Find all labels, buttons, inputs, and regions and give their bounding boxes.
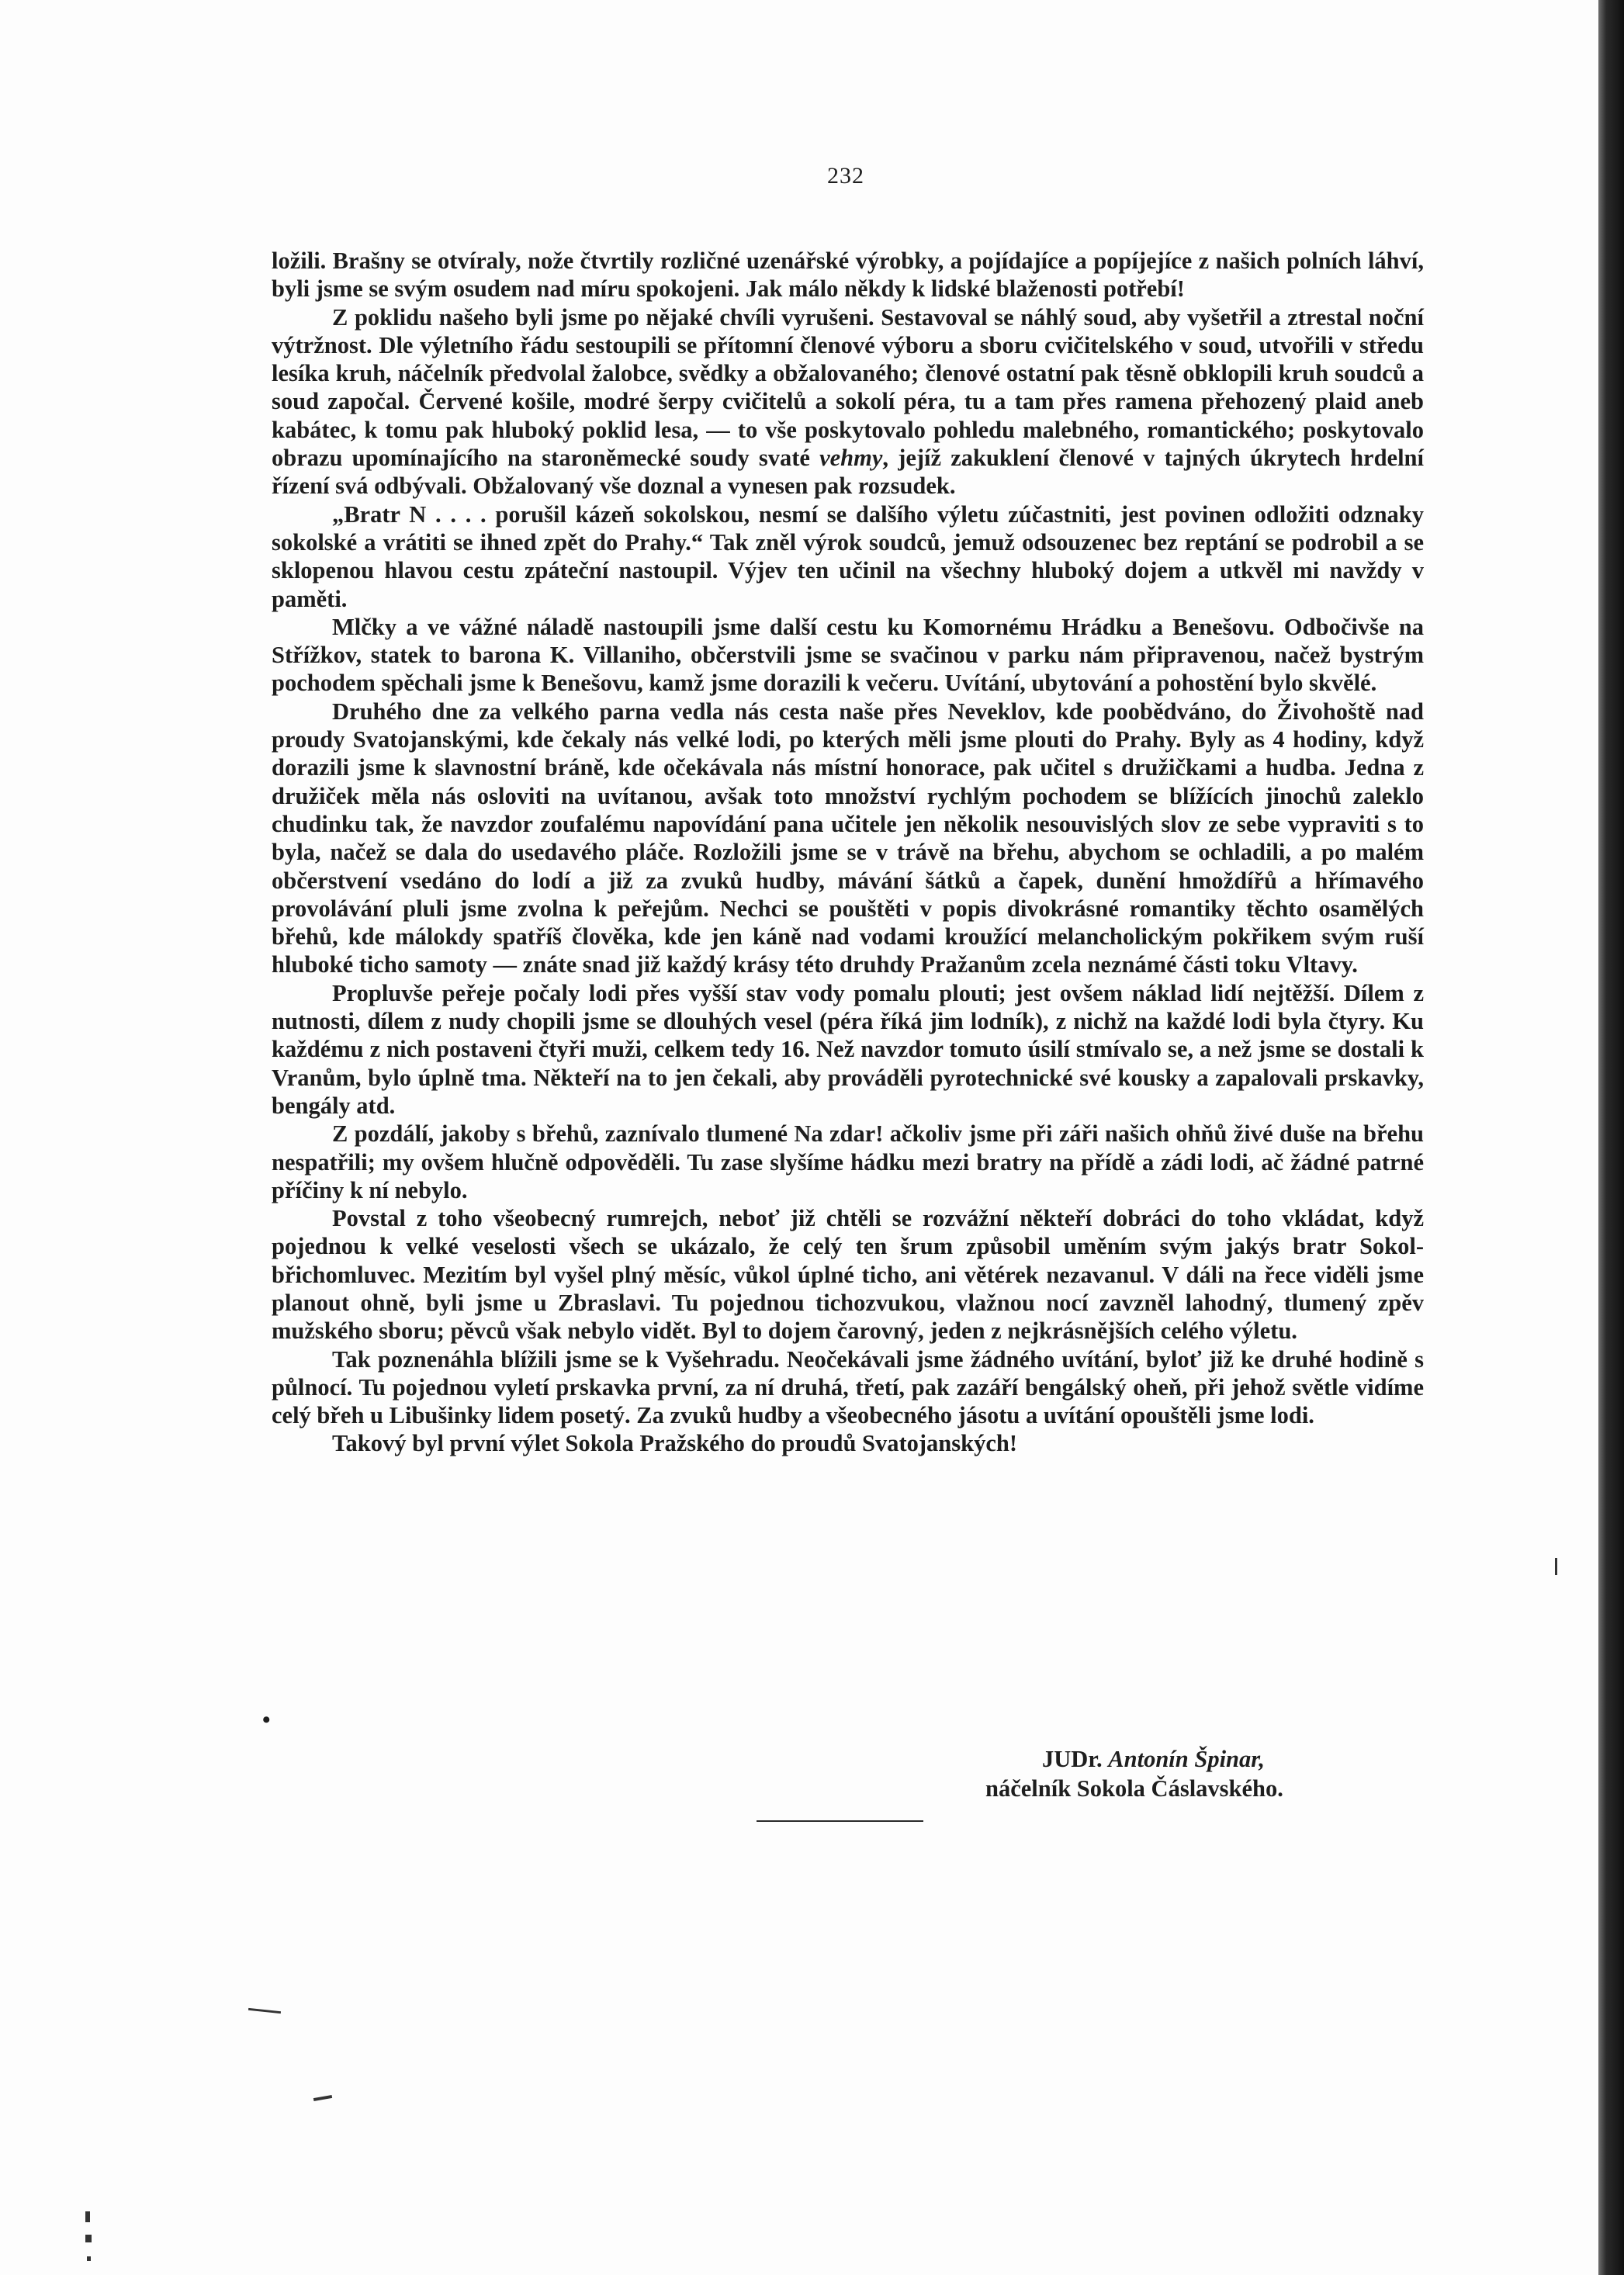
scan-border bbox=[1598, 0, 1624, 2275]
signature-name: Antonín Špinar, bbox=[1108, 1746, 1266, 1772]
signature-title: JUDr. bbox=[1042, 1746, 1103, 1772]
scan-speck bbox=[313, 2095, 332, 2101]
signature-author bbox=[931, 1744, 1397, 1774]
paragraph-2-end: , jejíž zakuklení členové v tajných úkrytech hrdelní řízení svá odbývali. Obžalovaný vše doznal a vynesen pak rozsudek. bbox=[272, 445, 1424, 500]
signature-role: náčelník Sokola Čáslavského. bbox=[985, 1775, 1283, 1802]
scan-speck bbox=[248, 2008, 281, 2014]
paragraph-2-emphasis: vehmy bbox=[819, 445, 883, 472]
page-number: 232 bbox=[827, 163, 864, 189]
paragraph-1: ložili. Brašny se otvíraly, nože čtvrtily rozličné uzenářské výrobky, a pojídajíce a popíjejíce z našich polních láhví, byli jsme se svým osudem nad míru spokojeni. Jak málo někdy k lidské blaženosti potřebí! bbox=[272, 248, 1424, 303]
paragraph-6: Propluvše peřeje počaly lodi přes vyšší stav vody pomalu plouti; jest ovšem náklad lidí nejtěžší. Dílem z nutnosti, dílem z nudy chopili jsme se dlouhých vesel (péra říká jim lodník), z nichž na každé lodi byla čtyry. Ku každému z nich postaveni čtyři muži, celkem tedy 16. Než navzdor tomuto úsilí stmívalo se, a než jsme se dostali k Vranům, bylo úplně tma. Někteří na to jen čekali, aby prováděli pyrotechnické své kousky a zapalovali prskavky, bengály atd. bbox=[272, 979, 1424, 1119]
paragraph-9: Tak poznenáhla blížili jsme se k Vyšehradu. Neočekávali jsme žádného uvítání, byloť již ke druhé hodině s půlnocí. Tu pojednou vyletí prskavka první, za ní druhá, třetí, pak zazáří bengálský oheň, při jehož světle vidíme celý břeh u Libušinky lidem posetý. Za zvuků hudby a všeobecného jásotu a uvítání opouštěli jsme lodi. bbox=[272, 1345, 1424, 1429]
paragraph-2-text: Z poklidu našeho byli jsme po nějaké chvíli vyrušeni. Sestavoval se náhlý soud, aby vyšetřil a ztrestal noční výtržnost. Dle výletního řádu sestoupili se přítomní členové výboru a sboru cvičitelského v soud, utvořili v středu lesíka kruh, náčelník předvolal žalobce, svědky a obžalovaného; členové ostatní pak těsně obklopili kruh soudců a soud započal. Červené košile, modré šerpy cvičitelů a sokolí péra, tu a tam přes ramena přehozený plaid aneb kabátec, k tomu pak hluboký poklid lesa, — to vše poskytovalo pohledu malebného, romantického; poskytovalo obrazu upomínajícího na staroněmecké soudy svaté bbox=[272, 303, 1424, 472]
signature-block bbox=[931, 1744, 1397, 1803]
bullet-mark: • bbox=[262, 1707, 271, 1733]
scan-speck bbox=[1555, 1558, 1557, 1575]
paragraph-4: Mlčky a ve vážné náladě nastoupili jsme další cestu ku Komornému Hrádku a Benešovu. Odbočivše na Střížkov, statek to barona K. Villaniho, občerstvili jsme se svačinou v parku nám připravenou, načež bystrým pochodem spěchali jsme k Benešovu, kamž jsme dorazili k večeru. Uvítání, ubytování a pohostění bylo skvělé. bbox=[272, 613, 1424, 697]
scan-speck bbox=[85, 2211, 90, 2222]
section-divider bbox=[757, 1820, 923, 1822]
paragraph-3: „Bratr N . . . . porušil kázeň sokolskou, nesmí se dalšího výletu zúčastniti, jest povinen odložiti odznaky sokolské a vrátiti se ihned zpět do Prahy.“ Tak zněl výrok soudců, jemuž odsouzenec bez reptání se podrobil a se sklopenou hlavou cestu zpáteční nastoupil. Výjev ten učinil na všechny hluboký dojem a utkvěl mi navždy v paměti. bbox=[272, 500, 1424, 612]
paragraph-10: Takový byl první výlet Sokola Pražského do proudů Svatojanských! bbox=[332, 1430, 1018, 1457]
scan-speck bbox=[85, 2235, 92, 2242]
scan-speck bbox=[87, 2256, 91, 2261]
paragraph-7: Z pozdálí, jakoby s břehů, zaznívalo tlumené Na zdar! ačkoliv jsme při záři našich ohňů živé duše na břehu nespatřili; my ovšem hlučně odpověděli. Tu zase slyšíme hádku mezi bratry na přídě a zádi lodi, ač žádné patrné příčiny k ní nebylo. bbox=[272, 1120, 1424, 1203]
paragraph-5: Druhého dne za velkého parna vedla nás cesta naše přes Neveklov, kde poobědváno, do Živohoště nad proudy Svatojanskými, kde čekaly nás velké lodi, po kterých měli jsme plouti do Prahy. Byly as 4 hodiny, když dorazili jsme k slavnostní bráně, kde očekávala nás místní honorace, pak učitel s družičkami a hudba. Jedna z družiček měla nás osloviti na uvítanou, avšak toto množství rychlým pochodem se blížících jinochů zaleklo chudinku tak, že navzdor zoufalému napovídání pana učitele jen několik nesouvislých slov ze sebe vypraviti s to byla, načež se dala do usedavého pláče. Rozložili jsme se v trávě na břehu, abychom se ochladili, a po malém občerstvení vsedáno do lodí a již za zvuků hudby, mávání šátků a čapek, dunění hmoždířů a hřímavého provolávání pluli jsme zvolna k peřejům. Nechci se pouštěti v popis divokrásné romantiky těchto osamělých břehů, kde málokdy spatříš člověka, kde jen káně nad vodami kroužící melancholickým pokřikem svým ruší hluboké ticho samoty — znáte snad již každý krásy této druhdy Pražanům zcela neznámé části toku Vltavy. bbox=[272, 698, 1424, 978]
paragraph-8: Povstal z toho všeobecný rumrejch, neboť již chtěli se rozvážní někteří dobráci do toho vkládat, když pojednou k velké veselosti všech se ukázalo, že celý ten šrum způsobil uměním svým jakýs bratr Sokol-břichomluvec. Mezitím byl vyšel plný měsíc, vůkol úplné ticho, ani větérek nezavanul. V dáli na řece viděli jsme planout ohně, byli jsme u Zbraslavi. Tu pojednou tichozvukou, vlažnou nocí zavzněl lahodný, tlumený zpěv mužského sboru; pěvců však nebylo vidět. Byl to dojem čarovný, jeden z nejkrásnějších celého výletu. bbox=[272, 1205, 1424, 1345]
paragraph-2 bbox=[272, 303, 1424, 500]
article-body bbox=[272, 247, 1424, 1458]
